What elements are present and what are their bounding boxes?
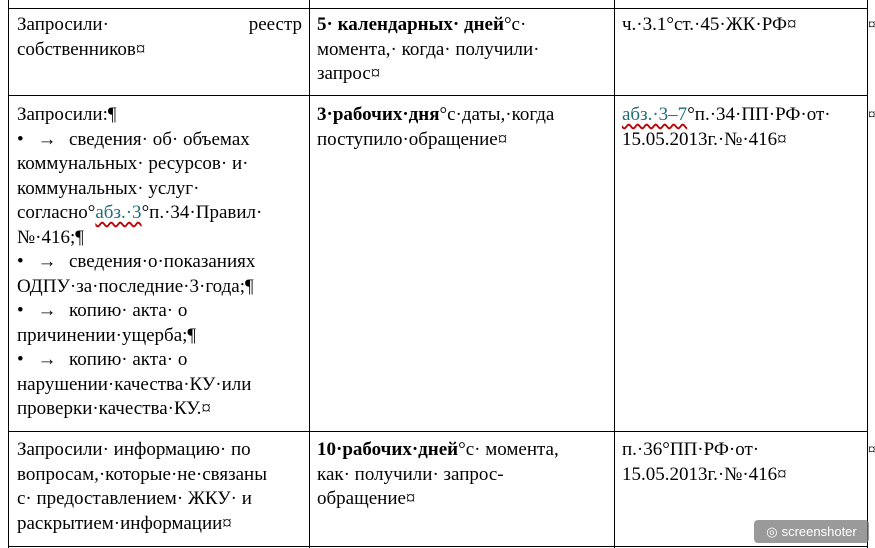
text-line: как· получили· запрос-: [317, 463, 504, 485]
table-cell-row2-request: [17, 103, 304, 422]
text-line: 15.05.2013г.·№·416¤: [622, 463, 787, 485]
text-line: 15.05.2013г.·№·416¤: [622, 128, 787, 150]
text-line: нарушении·качества·КУ·или: [17, 373, 252, 395]
text-line: ОДПУ·за·последние·3·года;¶: [17, 275, 254, 297]
text-line: вопросам,·которые·не·связаны: [17, 463, 267, 485]
text-line: с· предоставлением· ЖКУ· и: [17, 488, 252, 509]
table-cell-row1-basis: [622, 13, 862, 38]
table-border-right: [867, 0, 868, 548]
text-line: Запросили· информацию· по: [17, 439, 251, 460]
deadline-bold: 5· календарных· дней: [317, 14, 504, 35]
text-line: момента,· когда· получили·: [317, 38, 540, 60]
table-row-divider: [8, 95, 868, 96]
tab-arrow-icon: →: [37, 128, 57, 150]
row-end-mark: ¤: [868, 17, 875, 33]
text-line: °с· момента,: [458, 439, 559, 460]
deadline-bold: 3·рабочих·дня: [317, 104, 440, 125]
table-border-left: [8, 0, 9, 548]
table-col-divider: [309, 0, 310, 548]
text-line: °п.·34·ПП·РФ·от·: [687, 104, 831, 125]
table-border-top: [8, 8, 868, 9]
text-line: копию· акта· о: [69, 349, 188, 370]
bullet-icon: •: [17, 349, 24, 370]
text-line: коммунальных· ресурсов· и·: [17, 153, 249, 174]
text-line: °п.·34·Правил·: [141, 202, 263, 223]
tab-arrow-icon: →: [37, 349, 57, 370]
text-line: °с·даты,·когда: [439, 104, 555, 125]
text-line: ч.·3.1°ст.·45·ЖК·РФ¤: [622, 14, 797, 35]
camera-icon: ◎: [766, 523, 778, 539]
text-line: сведения·о·показаниях: [69, 251, 256, 272]
watermark-text: screenshoter: [781, 524, 857, 539]
text-line: реестр: [248, 14, 302, 35]
table-cell-row3-request: [17, 438, 304, 536]
text-line: согласно°: [17, 202, 96, 223]
text-line: обращение¤: [317, 488, 416, 509]
deadline-bold: 10·рабочих·дней: [317, 439, 459, 460]
table-cell-row1-deadline: [317, 13, 609, 87]
text-line: собственников¤: [17, 38, 146, 60]
text-line: Запросили·: [17, 14, 109, 35]
text-line: №·416;¶: [17, 226, 84, 248]
tab-arrow-icon: →: [37, 300, 57, 321]
text-line: п.·36°ПП·РФ·от·: [622, 439, 760, 460]
bullet-icon: •: [17, 300, 24, 321]
table-col-divider: [614, 0, 615, 548]
table-cell-row3-basis: [622, 438, 862, 487]
reference-link[interactable]: абз.·3: [95, 202, 142, 223]
tab-arrow-icon: →: [37, 251, 57, 272]
text-line: запрос¤: [317, 63, 381, 84]
text-line: проверки·качества·КУ.¤: [17, 398, 211, 419]
table-row-divider: [8, 431, 868, 432]
text-line: причинении·ущерба;¶: [17, 324, 197, 346]
screenshoter-watermark: [754, 520, 869, 543]
text-line: копию· акта· о: [69, 300, 188, 321]
text-line: поступило·обращение¤: [317, 128, 508, 150]
table-border-bottom: [8, 546, 868, 547]
text-line: раскрытием·информации¤: [17, 512, 232, 534]
table-cell-row1-request: [17, 13, 302, 62]
text-line: коммунальных· услуг·: [17, 177, 200, 199]
table-cell-row2-deadline: [317, 103, 609, 152]
text-line: Запросили:¶: [17, 104, 117, 125]
row-end-mark: ¤: [868, 107, 875, 123]
text-line: °с·: [503, 14, 527, 35]
text-line: сведения· об· объемах: [69, 128, 250, 150]
table-cell-row3-deadline: [317, 438, 609, 512]
table-cell-row2-basis: [622, 103, 862, 152]
bullet-icon: •: [17, 128, 24, 150]
bullet-icon: •: [17, 251, 24, 272]
row-end-mark: ¤: [868, 442, 875, 458]
reference-link[interactable]: абз.·3–7: [622, 104, 688, 125]
